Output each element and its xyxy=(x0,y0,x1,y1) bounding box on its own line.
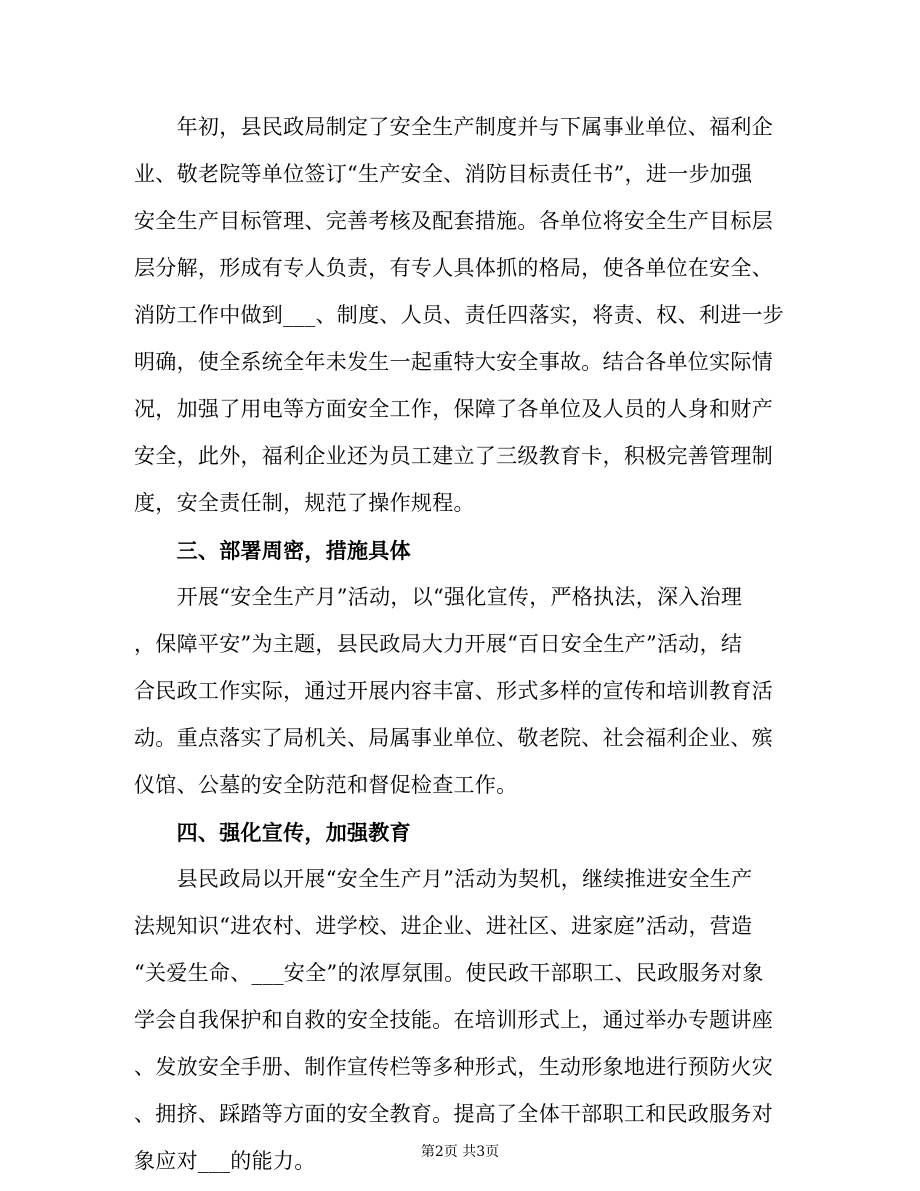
body-line: 仪馆、公墓的安全防范和督促检查工作。 xyxy=(134,773,518,797)
document-body xyxy=(134,104,785,1185)
body-line: 动。重点落实了局机关、局属事业单位、敬老院、社会福利企业、殡 xyxy=(134,726,773,750)
body-line: 况，加强了用电等方面安全工作，保障了各单位及人员的人身和财产 xyxy=(134,397,773,421)
body-line: ，保障平安”为主题，县民政局大力开展“百日安全生产”活动，结 xyxy=(134,632,743,656)
body-line: 开展“安全生产月”活动，以“强化宣传，严格执法，深入治理 xyxy=(134,585,743,609)
section-heading: 四、强化宣传，加强教育 xyxy=(134,820,411,845)
page-number-footer: 第2页 共3页 xyxy=(420,1144,500,1160)
body-line: 安全生产目标管理、完善考核及配套措施。各单位将安全生产目标层 xyxy=(134,209,773,233)
body-line: 明确，使全系统全年未发生一起重特大安全事故。结合各单位实际情 xyxy=(134,350,773,374)
body-line: 消防工作中做到___、制度、人员、责任四落实，将责、权、利进一步 xyxy=(134,303,785,327)
body-line: 法规知识“进农村、进学校、进企业、进社区、进家庭”活动，营造 xyxy=(134,914,753,938)
body-line: 合民政工作实际，通过开展内容丰富、形式多样的宣传和培训教育活 xyxy=(134,679,773,703)
section-heading: 三、部署周密，措施具体 xyxy=(134,538,411,563)
body-line: 年初，县民政局制定了安全生产制度并与下属事业单位、福利企 xyxy=(134,115,773,139)
body-line: 层分解，形成有专人负责，有专人具体抓的格局，使各单位在安全、 xyxy=(134,256,773,280)
body-line: “关爱生命、___安全”的浓厚氛围。使民政干部职工、民政服务对象 xyxy=(134,961,764,985)
body-line: 安全，此外，福利企业还为员工建立了三级教育卡，积极完善管理制 xyxy=(134,444,773,468)
body-line: 县民政局以开展“安全生产月”活动为契机，继续推进安全生产 xyxy=(134,867,753,891)
body-line: 度，安全责任制，规范了操作规程。 xyxy=(134,491,475,515)
body-line: 象应对___的能力。 xyxy=(134,1149,316,1173)
body-line: 学会自我保护和自救的安全技能。在培训形式上，通过举办专题讲座 xyxy=(134,1008,773,1032)
body-line: 、拥挤、踩踏等方面的安全教育。提高了全体干部职工和民政服务对 xyxy=(134,1102,773,1126)
body-line: 业、敬老院等单位签订“生产安全、消防目标责任书”，进一步加强 xyxy=(134,162,753,186)
body-line: 、发放安全手册、制作宣传栏等多种形式，生动形象地进行预防火灾 xyxy=(134,1055,773,1079)
